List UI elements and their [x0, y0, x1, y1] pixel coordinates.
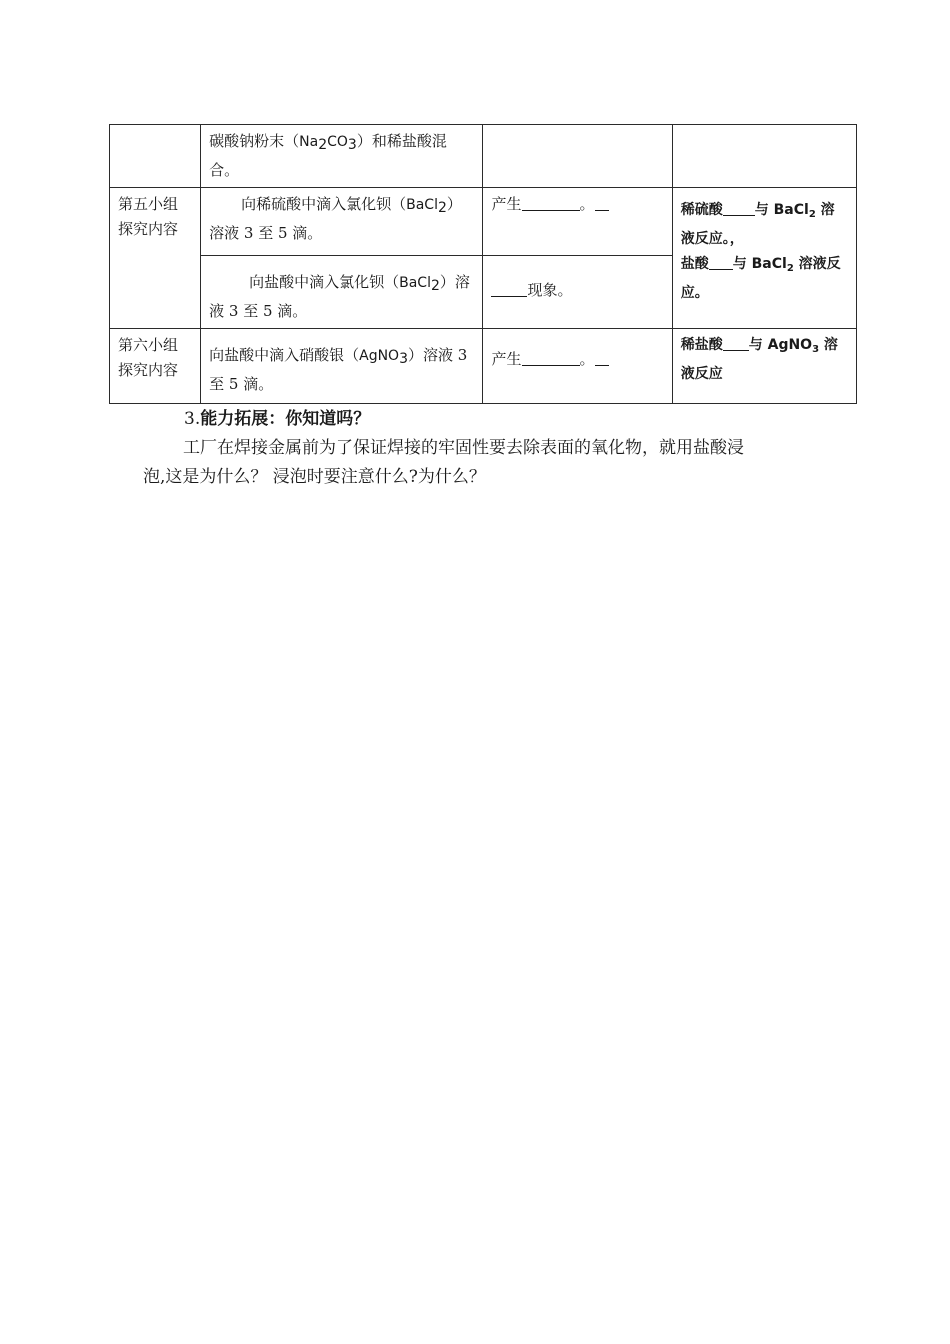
answer-blank[interactable] — [709, 253, 733, 270]
group-label-cell: 第五小组 探究内容 — [110, 188, 201, 329]
answer-blank[interactable] — [595, 194, 609, 211]
table-row — [110, 329, 857, 404]
experiment-cell: 向盐酸中滴入氯化钡（BaCl2）溶 液 3 至 5 滴。 — [201, 256, 483, 329]
answer-blank[interactable] — [595, 349, 609, 366]
table-row — [110, 188, 857, 256]
observation-cell: 现象。 — [483, 256, 672, 329]
experiment-cell: 碳酸钠粉末（Na2CO3）和稀盐酸混合。 — [201, 125, 483, 188]
group-cell-empty — [110, 125, 201, 188]
answer-blank[interactable] — [522, 194, 580, 211]
answer-blank[interactable] — [491, 280, 527, 297]
conclusion-cell: 稀盐酸 与 AgNO$_3$ 溶 液反应 — [672, 329, 856, 404]
experiment-cell: 向盐酸中滴入硝酸银（AgNO3）溶液 3 至 5 滴。 — [201, 329, 483, 404]
observation-cell-empty — [483, 125, 672, 188]
answer-blank[interactable] — [723, 334, 749, 351]
experiment-cell: 向稀硫酸中滴入氯化钡（BaCl2） 溶液 3 至 5 滴。 — [201, 188, 483, 256]
observation-cell: 产生 。 — [483, 329, 672, 404]
observation-cell: 产生 。 — [483, 188, 672, 256]
question-paragraph: 工厂在焊接金属前为了保证焊接的牢固性要去除表面的氧化物，就用盐酸浸 泡,这是为什么？ 浸泡时要注意什么?为什么？ — [143, 438, 744, 487]
answer-blank[interactable] — [522, 349, 580, 366]
section-heading: 3.能力拓展：你知道吗？ — [184, 409, 371, 429]
conclusion-cell: 稀硫酸 与 BaCl$_2$ 溶 液反应。， 盐酸 与 BaCl$_2$ 溶液反 应。 — [672, 188, 856, 329]
experiment-table — [109, 124, 857, 404]
answer-blank[interactable] — [723, 199, 755, 216]
conclusion-cell-empty — [672, 125, 856, 188]
table-row — [110, 125, 857, 188]
group-label-cell: 第六小组 探究内容 — [110, 329, 201, 404]
